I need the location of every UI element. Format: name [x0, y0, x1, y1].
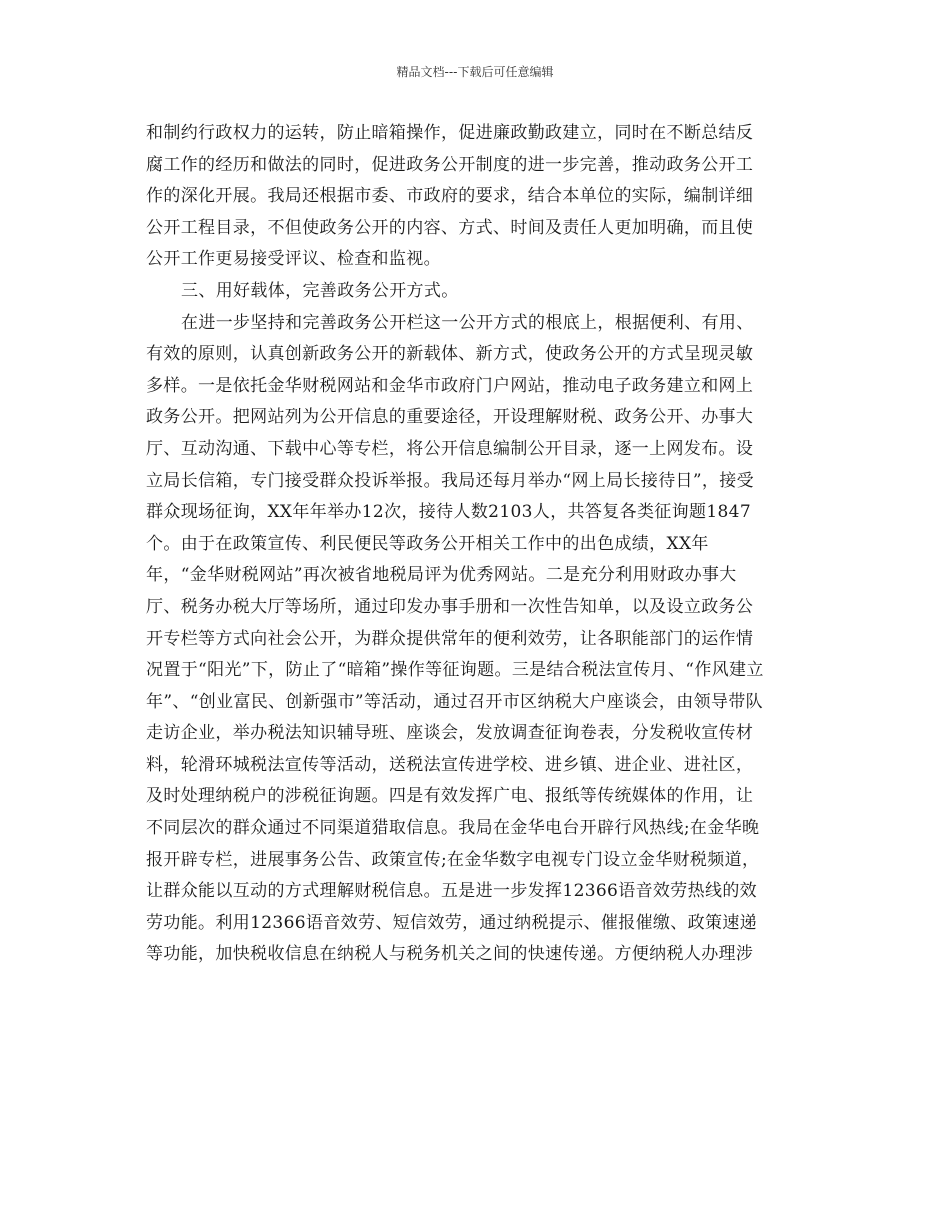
text-line: 年，“金华财税网站”再次被省地税局评为优秀网站。二是充分利用财政办事大 [146, 565, 737, 586]
text-line: 厅、税务办税大厅等场所，通过印发办事手册和一次性告知单，以及设立政务公 [146, 596, 754, 617]
text-line: 不同层次的群众通过不同渠道猎取信息。我局在金华电台开辟行风热线;在金华晚 [146, 818, 760, 839]
text-line: 在进一步坚持和完善政务公开栏这一公开方式的根底上，根据便利、有用、 [181, 312, 754, 333]
document-body [146, 118, 806, 971]
text-line: 和制约行政权力的运转，防止暗箱操作，促进廉政勤政建立，同时在不断总结反 [146, 123, 754, 143]
text-line: 及时处理纳税户的涉税征询题。四是有效发挥广电、报纸等传统媒体的作用，让 [146, 786, 754, 807]
text-line: 走访企业，举办税法知识辅导班、座谈会，发放调查征询卷表，分发税收宣传材 [146, 723, 754, 744]
text-line: 开专栏等方式向社会公开，为群众提供常年的便利效劳，让各职能部门的运作情 [146, 628, 754, 649]
text-line: 厅、互动沟通、下载中心等专栏，将公开信息编制公开目录，逐一上网发布。设 [146, 438, 754, 459]
text-line: 公开工作更易接受评议、检查和监视。 [146, 249, 441, 270]
text-line: 群众现场征询，XX年年举办12次，接待人数2103人，共答复各类征询题1847 [146, 502, 752, 523]
text-line: 个。由于在政策宣传、利民便民等政务公开相关工作中的出色成绩，XX年 [146, 533, 709, 554]
text-line: 腐工作的经历和做法的同时，促进政务公开制度的进一步完善，推动政务公开工 [146, 154, 754, 175]
text-line: 况置于“阳光”下，防止了“暗箱”操作等征询题。三是结合税法宣传月、“作风建立 [146, 660, 764, 681]
text-line: 立局长信箱，专门接受群众投诉举报。我局还每月举办“网上局长接待日”，接受 [146, 470, 754, 491]
text-line: 有效的原则，认真创新政务公开的新载体、新方式，使政务公开的方式呈现灵敏 [146, 344, 754, 365]
text-line: 公开工程目录，不但使政务公开的内容、方式、时间及责任人更加明确，而且使 [146, 217, 754, 238]
text-line: 让群众能以互动的方式理解财税信息。五是进一步发挥12366语音效劳热线的效 [146, 881, 758, 902]
text-line: 报开辟专栏，进展事务公告、政策宣传;在金华数字电视专门设立金华财税频道， [146, 849, 760, 870]
text-line: 料，轮滑环城税法宣传等活动，送税法宣传进学校、进乡镇、进企业、进社区， [146, 754, 754, 775]
section-heading: 三、用好载体，完善政务公开方式。 [181, 280, 459, 301]
text-line: 政务公开。把网站列为公开信息的重要途径，开设理解财税、政务公开、办事大 [146, 407, 754, 428]
text-line: 年”、“创业富民、创新强市”等活动，通过召开市区纳税大户座谈会，由领导带队 [146, 691, 764, 712]
page-header: 精品文档---下载后可任意编辑 [396, 65, 554, 79]
text-line: 多样。一是依托金华财税网站和金华市政府门户网站，推动电子政务建立和网上 [146, 375, 754, 396]
text-line: 等功能，加快税收信息在纳税人与税务机关之间的快速传递。方便纳税人办理涉 [146, 944, 754, 965]
text-line: 劳功能。利用12366语音效劳、短信效劳，通过纳税提示、催报催缴、政策速递 [146, 912, 758, 933]
text-line: 作的深化开展。我局还根据市委、市政府的要求，结合本单位的实际，编制详细 [146, 186, 754, 207]
